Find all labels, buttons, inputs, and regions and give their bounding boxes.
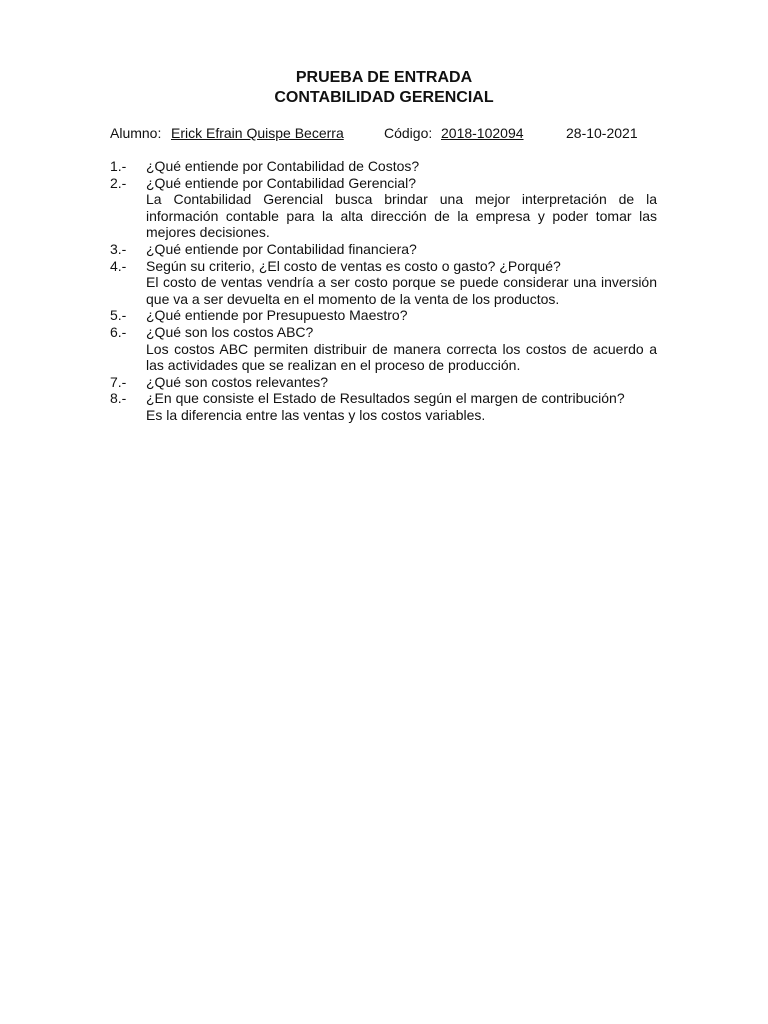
item-number: 5.- [110,307,127,324]
list-item [110,258,657,308]
list-item [110,390,657,423]
item-body [146,390,657,423]
question-text: ¿Qué entiende por Contabilidad financiera? [146,240,417,257]
question-text: ¿Qué entiende por Presupuesto Maestro? [146,307,408,324]
item-number: 1.- [110,158,127,174]
question-text: ¿En que consiste el Estado de Resultados según el margen de contribución? [146,390,625,407]
answer-text: Es la diferencia entre las ventas y los costos variables. [146,406,486,423]
list-item [110,307,657,324]
question-text: Según su criterio, ¿El costo de ventas es costo o gasto? ¿Porqué? [146,257,561,274]
question-text: ¿Qué son costos relevantes? [146,373,329,390]
item-body [146,307,657,324]
item-number: 7.- [110,373,127,390]
item-body [146,324,657,374]
item-body [146,241,657,258]
answer-text: La Contabilidad Gerencial busca brindar una mejor interpretación de la información contable para la alta dirección de la empresa y poder tomar las mejores decisiones. [146,191,657,241]
item-number: 2.- [110,174,127,191]
code-label: Código: [384,125,433,141]
student-label: Alumno: [110,125,162,141]
list-item [110,158,657,175]
exam-date: 28-10-2021 [566,125,638,141]
student-header [110,124,670,142]
item-body [146,175,657,241]
document-subtitle: CONTABILIDAD GERENCIAL [274,89,494,106]
answer-text: El costo de ventas vendría a ser costo porque se puede considerar una inversión que va a ser devuelta en el momento de la venta de los productos. [146,274,657,307]
questions-list [110,158,657,424]
item-number: 4.- [110,257,127,274]
item-body [146,258,657,308]
student-name: Erick Efrain Quispe Becerra [171,125,344,141]
item-number: 8.- [110,390,127,407]
list-item [110,175,657,241]
student-code: 2018-102094 [441,125,524,141]
question-text: ¿Qué son los costos ABC? [146,323,314,340]
list-item [110,241,657,258]
item-body [146,374,657,391]
item-body [146,158,657,175]
question-text: ¿Qué entiende por Contabilidad de Costos? [146,158,420,174]
list-item [110,324,657,374]
item-number: 6.- [110,323,127,340]
list-item [110,374,657,391]
answer-text: Los costos ABC permiten distribuir de manera correcta los costos de acuerdo a las actividades que se realizan en el proceso de producción. [146,340,657,374]
document-title: PRUEBA DE ENTRADA [295,69,473,86]
item-number: 3.- [110,240,127,257]
question-text: ¿Qué entiende por Contabilidad Gerencial? [146,174,417,191]
